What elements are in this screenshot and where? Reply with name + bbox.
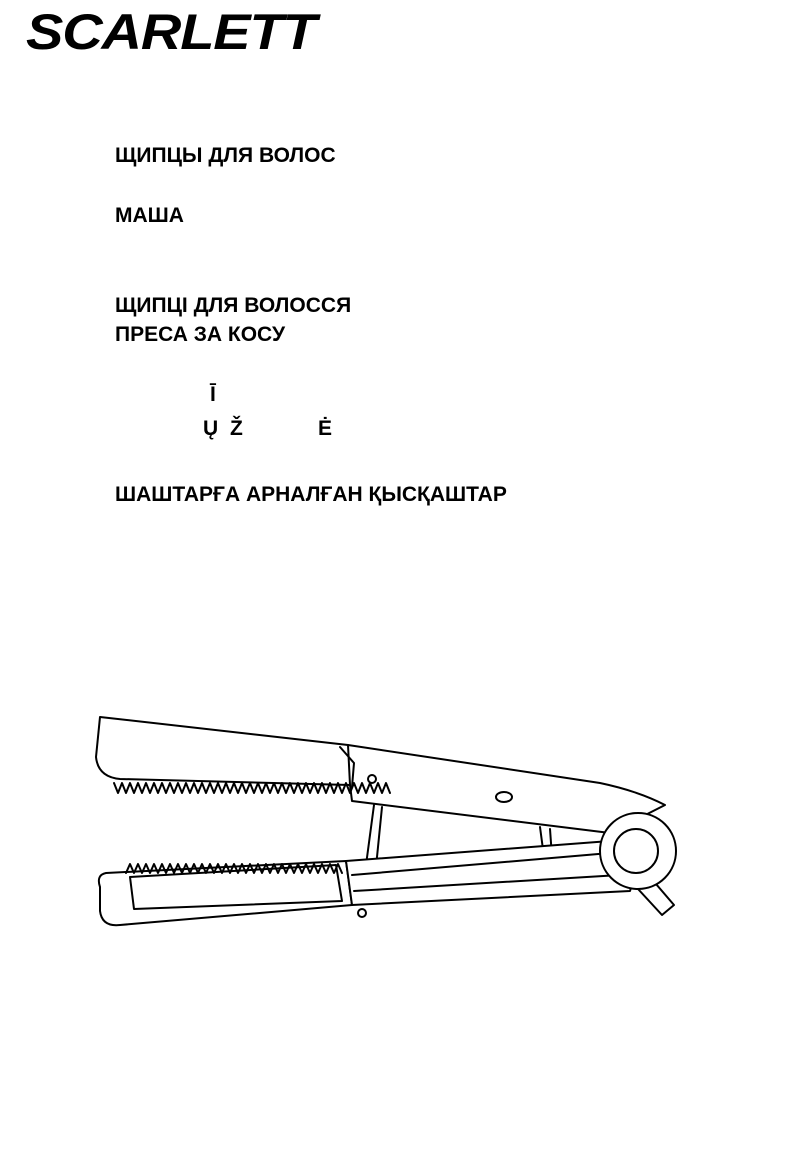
title-belarusian: МАША [115, 204, 184, 227]
glyph-z-caron: Ž [230, 417, 243, 440]
title-serbian: ПРЕСА ЗА КОСУ [115, 323, 286, 346]
title-kazakh: ШАШТАРҒА АРНАЛҒАН ҚЫСҚАШТАР [115, 483, 507, 506]
scarlett-logo: SCARLETT [26, 4, 316, 60]
glyph-e-dot: Ė [318, 417, 333, 440]
glyph-u-ogonek: Ų [203, 417, 219, 440]
title-russian: ЩИПЦЫ ДЛЯ ВОЛОС [115, 144, 336, 167]
hair-crimper-drawing-icon [90, 705, 690, 965]
glyph-i-macron: Ī [210, 383, 216, 406]
title-ukrainian: ЩИПЦІ ДЛЯ ВОЛОССЯ [115, 294, 352, 317]
